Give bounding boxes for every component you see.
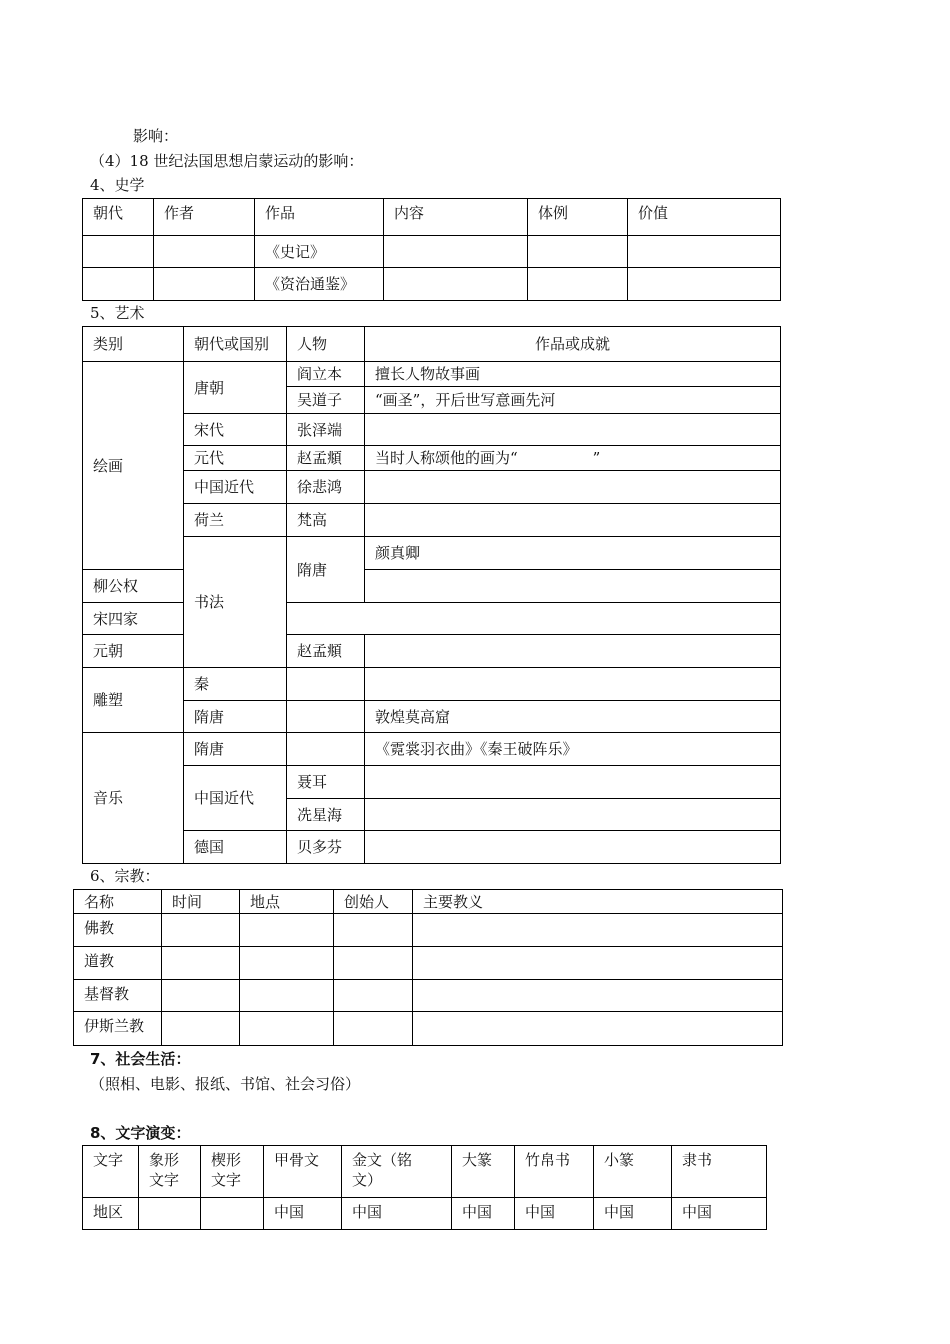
social-title: 7、社会生活： — [90, 1050, 191, 1068]
history-header-work: 作品 — [255, 199, 384, 236]
table-row — [83, 446, 781, 471]
art-header-category: 类别 — [83, 327, 184, 362]
table-row — [83, 537, 781, 570]
art-person-xian: 冼星海 — [287, 799, 365, 831]
history-header-value: 价值 — [628, 199, 781, 236]
writing-header-dazhuan: 大篆 — [452, 1146, 515, 1198]
writing-header-oracle: 甲骨文 — [264, 1146, 342, 1198]
writing-header-pictograph: 象形 文字 — [139, 1146, 201, 1198]
art-person-zhao: 赵孟頫 — [287, 446, 365, 471]
history-work-zizhi: 《资治通鉴》 — [255, 268, 384, 301]
art-work-yan-liben: 擅长人物故事画 — [365, 362, 781, 387]
art-work-wu-daozi: “画圣”，开后世写意画先河 — [365, 387, 781, 414]
art-dynasty-suitang-music: 隋唐 — [184, 733, 287, 766]
writing-region-lishu: 中国 — [672, 1198, 767, 1230]
table-row — [83, 236, 781, 268]
writing-header-bronze: 金文（铭 文） — [342, 1146, 452, 1198]
table-row — [74, 980, 783, 1012]
writing-title: 8、文字演变： — [90, 1124, 191, 1142]
art-dynasty-modern: 中国近代 — [184, 471, 287, 504]
religion-header-doctrine: 主要教义 — [413, 890, 783, 914]
art-category-painting: 绘画 — [83, 362, 184, 570]
writing-table — [82, 1145, 767, 1230]
writing-header-xiaozhuan: 小篆 — [594, 1146, 672, 1198]
table-row — [83, 668, 781, 701]
art-person-beethoven: 贝多芬 — [287, 831, 365, 864]
social-desc: （照相、电影、报纸、书馆、社会习俗） — [90, 1075, 361, 1093]
art-dynasty-yuan: 元代 — [184, 446, 287, 471]
art-category-sculpture: 雕塑 — [83, 668, 184, 733]
writing-region-bronze: 中国 — [342, 1198, 452, 1230]
art-dynasty-yuan-calligraphy: 元朝 — [83, 635, 184, 668]
writing-region-bamboo: 中国 — [515, 1198, 594, 1230]
writing-region-row — [83, 1198, 767, 1230]
religion-islam: 伊斯兰教 — [74, 1012, 162, 1046]
art-dynasty-suitang-sculpture: 隋唐 — [184, 701, 287, 733]
religion-header-name: 名称 — [74, 890, 162, 914]
history-header-content: 内容 — [384, 199, 528, 236]
writing-region-xiaozhuan: 中国 — [594, 1198, 672, 1230]
writing-region-label: 地区 — [83, 1198, 139, 1230]
religion-header-row — [74, 890, 783, 914]
table-row — [74, 1012, 783, 1046]
writing-header-cuneiform: 楔形 文字 — [201, 1146, 264, 1198]
table-row — [83, 831, 781, 864]
table-row — [74, 914, 783, 947]
art-person-xu: 徐悲鸿 — [287, 471, 365, 504]
history-header-style: 体例 — [528, 199, 628, 236]
religion-header-founder: 创始人 — [334, 890, 413, 914]
religion-header-place: 地点 — [240, 890, 334, 914]
art-dynasty-modern-music: 中国近代 — [184, 766, 287, 831]
art-person-yan-liben: 阎立本 — [287, 362, 365, 387]
history-title: 4、史学 — [90, 176, 145, 194]
history-header-dynasty: 朝代 — [83, 199, 154, 236]
art-dynasty-song-four: 宋四家 — [83, 603, 184, 635]
art-person-zhao-calligraphy: 赵孟頫 — [287, 635, 365, 668]
history-header-author: 作者 — [154, 199, 255, 236]
art-work-dunhuang: 敦煌莫高窟 — [365, 701, 781, 733]
religion-taoism: 道教 — [74, 947, 162, 980]
table-row — [83, 701, 781, 733]
writing-region-dazhuan: 中国 — [452, 1198, 515, 1230]
influence-label: 影响： — [133, 127, 179, 145]
art-dynasty-song: 宋代 — [184, 414, 287, 446]
art-person-wu-daozi: 吴道子 — [287, 387, 365, 414]
writing-header-bamboo: 竹帛书 — [515, 1146, 594, 1198]
table-row — [83, 268, 781, 301]
art-person-zhang: 张泽端 — [287, 414, 365, 446]
art-work-zhao: 当时人称颂他的画为“ ” — [365, 446, 781, 471]
table-row — [83, 733, 781, 766]
art-person-liu: 柳公权 — [83, 570, 184, 603]
art-person-vangogh: 梵高 — [287, 504, 365, 537]
question-4: （4）18 世纪法国思想启蒙运动的影响： — [90, 152, 364, 170]
table-row — [83, 362, 781, 387]
art-dynasty-suitang-calligraphy: 隋唐 — [287, 537, 365, 603]
table-row — [83, 414, 781, 446]
art-category-calligraphy: 书法 — [184, 537, 287, 668]
art-title: 5、艺术 — [90, 304, 145, 322]
table-row — [74, 947, 783, 980]
art-country-germany: 德国 — [184, 831, 287, 864]
art-dynasty-tang: 唐朝 — [184, 362, 287, 414]
religion-title: 6、宗教： — [90, 867, 160, 885]
art-person-nie: 聂耳 — [287, 766, 365, 799]
art-header-person: 人物 — [287, 327, 365, 362]
art-work-music-suitang: 《霓裳羽衣曲》《秦王破阵乐》 — [365, 733, 781, 766]
art-country-holland: 荷兰 — [184, 504, 287, 537]
religion-table — [73, 889, 783, 1046]
writing-region-oracle: 中国 — [264, 1198, 342, 1230]
writing-header-lishu: 隶书 — [672, 1146, 767, 1198]
writing-header-row — [83, 1146, 767, 1198]
art-table — [82, 326, 781, 864]
table-row — [83, 471, 781, 504]
art-header-works: 作品或成就 — [365, 327, 781, 362]
religion-christianity: 基督教 — [74, 980, 162, 1012]
religion-header-time: 时间 — [162, 890, 240, 914]
art-dynasty-qin: 秦 — [184, 668, 287, 701]
art-header-row — [83, 327, 781, 362]
history-header-row — [83, 199, 781, 236]
table-row — [83, 766, 781, 799]
history-table — [82, 198, 781, 301]
religion-buddhism: 佛教 — [74, 914, 162, 947]
writing-header-script: 文字 — [83, 1146, 139, 1198]
art-category-music: 音乐 — [83, 733, 184, 864]
table-row — [83, 504, 781, 537]
art-header-dynasty: 朝代或国别 — [184, 327, 287, 362]
history-work-shiji: 《史记》 — [255, 236, 384, 268]
art-person-yan-zhenqing: 颜真卿 — [365, 537, 781, 570]
